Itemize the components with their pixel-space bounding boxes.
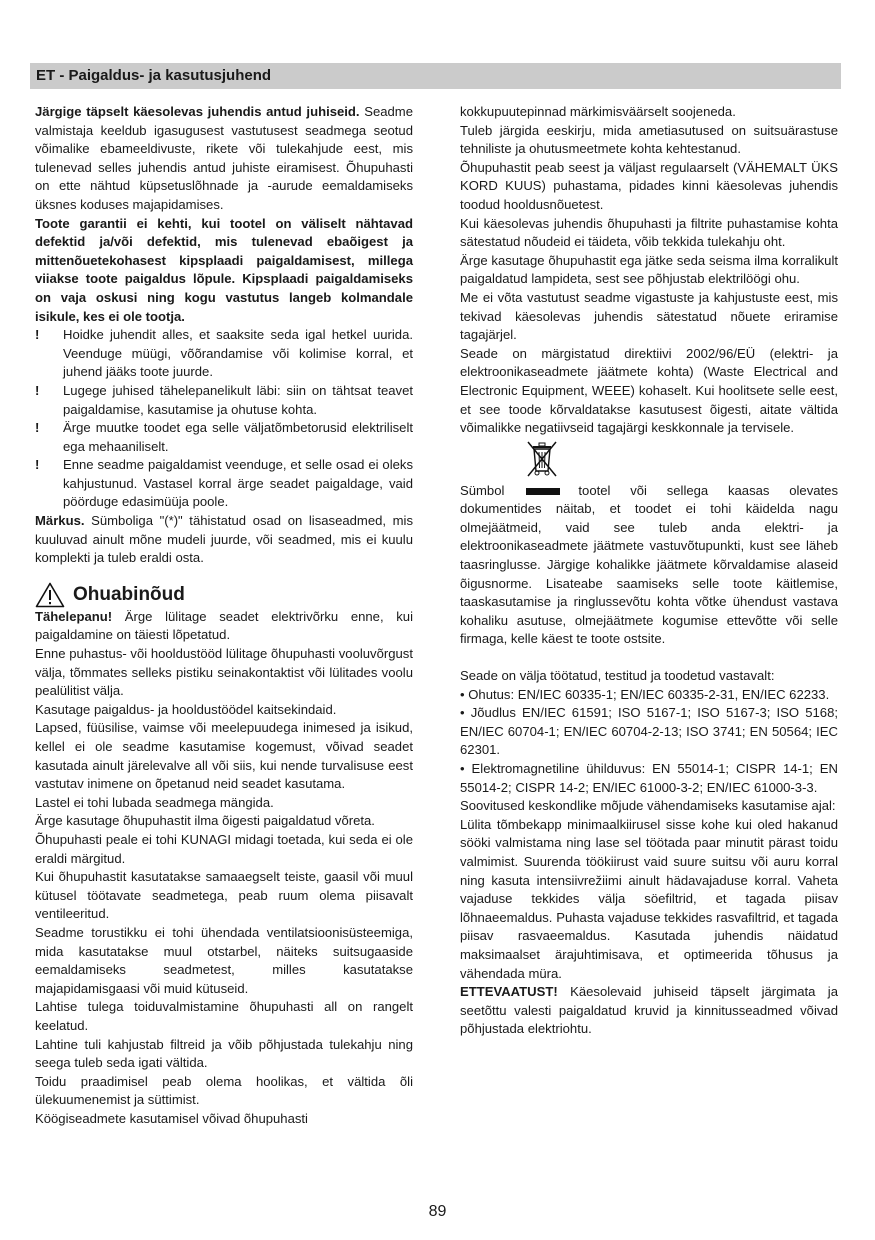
- exclamation-icon: !: [35, 327, 40, 343]
- standard-item: • Ohutus: EN/IEC 60335-1; EN/IEC 60335-2-31, EN/IEC 62233.: [460, 686, 830, 702]
- note-paragraph: [35, 512, 413, 568]
- paragraph: Toidu praadimisel peab olema hoolikas, et vältida õli ülekuumenemist ja süttimist.: [35, 1073, 413, 1108]
- left-column: [35, 103, 413, 1128]
- standard-item: • Elektromagnetiline ühilduvus: EN 55014-1; CISPR 14-1; EN 55014-2; CISPR 14-2; EN/IEC 61000-3-2; EN/IEC 61000-3-3.: [460, 761, 838, 795]
- list-item: [35, 382, 413, 419]
- paragraph: Seadme torustikku ei tohi ühendada ventilatsioonisüsteemiga, mida kasutatakse muul otstarbel, näiteks suitsugaaside eemaldamiseks seadmetest, milles kasutatakse majapidamisgaasi või muid kütuseid.: [35, 924, 413, 996]
- spacer: [460, 649, 838, 667]
- list-item: [35, 419, 413, 456]
- paragraph: Kasutage paigaldus- ja hooldustöödel kaitsekindaid.: [35, 701, 337, 717]
- intro-text: Seadme valmistaja keeldub igasugusest vastutusest seadmega seotud võimalike ebameeldivuste, rikete või tulekahjude eest, mis tulenevad selles juhendis antud juhiste eiramisest. Õhupuhasti on ette nähtud küpsetuslõhnade ja -aurude eemaldamiseks üksnes koduses majapidamises.: [35, 104, 413, 212]
- section-title: Ohuabinõud: [73, 583, 185, 605]
- guarantee-paragraph: Toote garantii ei kehti, kui tootel on väliselt nähtavad defektid ja/või defektid, mis tulenevad ebaõigest ja mittenõuetekohasest kipsplaadi paigaldamisest, millega viiakse toote paigaldus lõpule. Kipsplaadi paigaldamiseks on vaja oskusi ning kogu vastutus langeb kolmandale isikule, kes ei ole tootja.: [35, 215, 413, 324]
- paragraph: Õhupuhastit peab seest ja väljast regulaarselt (VÄHEMALT ÜKS KORD KUUS) puhastama, pidades kinni käesolevas juhendis toodud hooldusnõuetest.: [460, 159, 838, 212]
- symbol-text: tootel või sellega kaasas olevates dokumentides näitab, et toodet ei tohi käidelda nagu olmejäätmeid, vaid see tuleb anda elektri- ja elektroonikaseadmete jäätmete vastuvõtupunkti, kust see läheb taasringlusse. Järgige kohalikke jäätmete kõrvaldamise alaseid õigusnorme. Lisateabe saamiseks selle toote käitlemise, taaskasutamise ja ringlussevõtu kohta võtke ühendust vastava kohaliku asutuse, olmejäätmete kogumise ettevõtte või selle firmaga, kelle käest te toote ostsite.: [460, 482, 838, 647]
- symbol-word: Sümbol: [460, 482, 505, 498]
- standard-item: • Jõudlus EN/IEC 61591; ISO 5167-1; ISO 5167-3; ISO 5168; EN/IEC 60704-1; EN/IEC 60704-2-13; ISO 3741; EN 50564; IEC 62301.: [460, 705, 838, 758]
- bullet-text: Enne seadme paigaldamist veenduge, et selle osad ei oleks kahjustunud. Vastasel korral ärge seadet paigaldage, vaid pöörduge edasimüüja poole.: [63, 457, 413, 510]
- caution-bold: ETTEVAATUST!: [460, 984, 558, 1000]
- paragraph: Lapsed, füüsilise, vaimse või meelepuudega inimesed ja isikud, kellel ei ole seadme kasutamise kogemust, võivad seadet kasutada ainult järelevalve all või siis, kui nende turvalisuse eest vastutav inimene on õpetanud neid seadet kasutama.: [35, 720, 413, 792]
- attention-bold: Tähelepanu!: [35, 608, 113, 624]
- recommend-paragraph: Lülita tõmbekapp minimaalkiirusel sisse kohe kui oled hakanud sööki valmistama ning lase sel töötada paar minutit pärast toidu valmimist. Suurenda töökiirust vaid suure suitsu või auru korral ning kasuta intensiivrežiimi ainult hädavajaduse korral. Vaheta vajaduse tekkides välja söefiltrid, et tagada piisav lõhnaeemaldus. Puhasta vajaduse tekkides rasvafiltrid, et tagada piisav rasvaeemaldus. Kasutada juhendis näidatud maksimaalset ärajuhtimisava, et optimeerida tõhusus ja vähendada müra.: [460, 816, 838, 981]
- paragraph: Kui õhupuhastit kasutatakse samaaegselt teiste, gaasil või muul kütusel töötavate seadmetega, peab ruum olema piisavalt ventileeritud.: [35, 869, 413, 922]
- paragraph: Lahtise tulega toiduvalmistamine õhupuhasti all on rangelt keelatud.: [35, 999, 413, 1033]
- note-text: Sümboliga "(*)" tähistatud osad on lisaseadmed, mis kuuluvad ainult mõne mudeli juurde, või seadmed, mis ei kuulu komplekti ja tuleb eraldi osta.: [35, 513, 413, 566]
- paragraph: Tuleb järgida eeskirju, mida ametiasutused on suitsuärastuse tehniliste ja ohutusmeetmete kohta kehtestanud.: [460, 122, 838, 157]
- paragraph: Lahtine tuli kahjustab filtreid ja võib põhjustada tulekahju ning seega tuleb seda igati vältida.: [35, 1036, 413, 1071]
- exclamation-icon: !: [35, 382, 40, 398]
- exclamation-icon: !: [35, 420, 40, 436]
- weee-paragraph: Seade on märgistatud direktiivi 2002/96/EÜ (elektri- ja elektroonikaseadmete jäätmete kohta) (Waste Electrical and Electronic Equipment, WEEE) kohaselt. Kui hoolitsete selle eest, et see toode kõrvaldatakse kasutusest õigesti, aitate vältida võimalikke negatiivseid tagajärgi keskkonnale ja tervisele.: [460, 345, 838, 436]
- intro-bold: Järgige täpselt käesolevas juhendis antud juhiseid.: [35, 104, 360, 119]
- warning-icon: [35, 582, 65, 608]
- weee-symbol-area: [460, 440, 838, 482]
- symbol-paragraph: [460, 482, 838, 649]
- caution-text: Käesolevaid juhiseid täpselt järgimata ja seetõttu valesti paigaldatud kruvid ja kinnitusseadmed võivad põhjustada elektriohtu.: [460, 984, 838, 1037]
- paragraph: Lastel ei tohi lubada seadmega mängida.: [35, 794, 274, 810]
- paragraph: Me ei võta vastutust seadme vigastuste ja kahjustuste eest, mis tekivad käesolevas juhendis sätestatud nõuete eriramise tagajärjel.: [460, 289, 838, 343]
- right-column: [460, 103, 838, 1039]
- attention-text: Ärge lülitage seadet elektrivõrku enne, kui paigaldamine on täiesti lõpetatud.: [35, 608, 413, 643]
- bullet-text: Hoidke juhendit alles, et saaksite seda igal hetkel uurida. Veenduge müügi, võõrandamise või kolimise korral, et juhend jääks toote juurde.: [63, 327, 413, 380]
- note-bold: Märkus.: [35, 513, 85, 529]
- intro-paragraph: [35, 103, 413, 215]
- list-item: [35, 456, 413, 512]
- attention-paragraph: [35, 608, 413, 645]
- exclamation-icon: !: [35, 457, 40, 473]
- header-bar: [30, 63, 841, 89]
- recommend-heading: Soovitused keskondlike mõjude vähendamiseks kasutamise ajal:: [460, 798, 836, 814]
- paragraph: Enne puhastus- või hooldustööd lülitage õhupuhasti vooluvõrgust välja, tõmmates selleks pistiku seinakontaktist või lülitades voolu pealülitist välja.: [35, 646, 413, 699]
- paragraph: Ärge kasutage õhupuhastit ega jätke seda seisma ilma korralikult paigaldatud lampideta, sest see põhjustab elektrilöögi ohu.: [460, 252, 838, 287]
- crossed-bin-icon: [524, 438, 560, 478]
- page-title: ET - Paigaldus- ja kasutusjuhend: [36, 67, 272, 84]
- page-number: 89: [428, 1203, 447, 1220]
- list-item: [35, 326, 413, 382]
- paragraph: Õhupuhasti peale ei tohi KUNAGI midagi toetada, kui seda ei ole eraldi märgitud.: [35, 831, 413, 866]
- bullet-text: Ärge muutke toodet ega selle väljatõmbetorusid elektriliselt ega mehaaniliselt.: [63, 420, 413, 454]
- caution-paragraph: [460, 983, 838, 1039]
- paragraph: Kui käesolevas juhendis õhupuhasti ja filtrite puhastamise kohta sätestatud nõudeid ei täideta, võib tekkida tulekahju oht.: [460, 215, 838, 250]
- standards-intro: Seade on välja töötatud, testitud ja toodetud vastavalt:: [460, 668, 775, 684]
- bullet-text: Lugege juhised tähelepanelikult läbi: siin on tähtsat teavet paigaldamise, kasutamise ja ohutuse kohta.: [63, 382, 413, 417]
- black-bar-icon: [526, 488, 560, 495]
- paragraph: kokkupuutepinnad märkimisväärselt soojeneda.: [460, 104, 736, 119]
- paragraph: Köögiseadmete kasutamisel võivad õhupuhasti: [35, 1110, 308, 1126]
- section-heading: [35, 582, 413, 608]
- paragraph: Ärge kasutage õhupuhastit ilma õigesti paigaldatud võreta.: [35, 813, 375, 829]
